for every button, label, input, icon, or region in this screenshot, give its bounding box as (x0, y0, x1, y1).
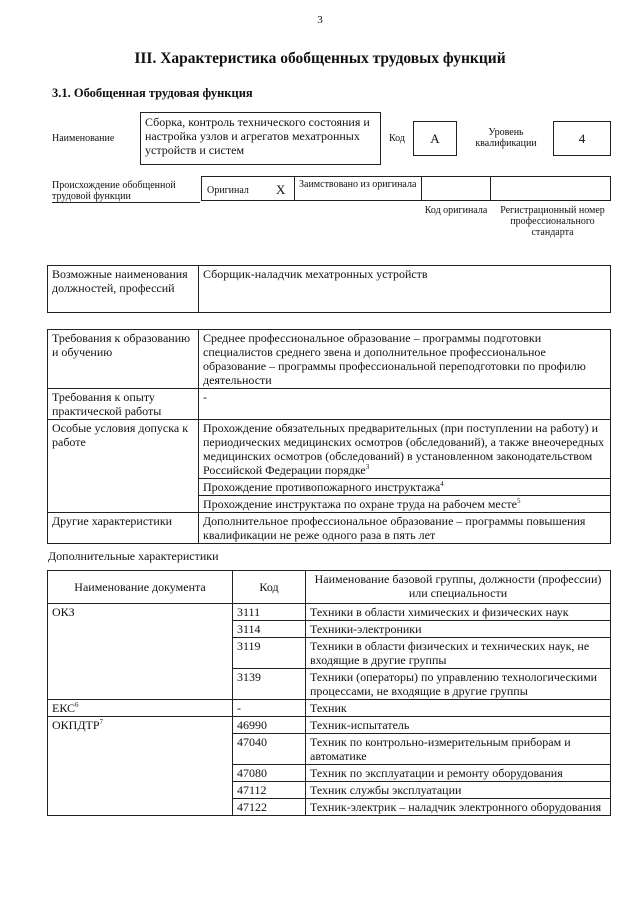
code-cell: 3139 (233, 669, 306, 700)
code-value: A (413, 121, 457, 156)
code-original-label: Код оригинала (424, 205, 488, 216)
code-cell: 47040 (233, 734, 306, 765)
name-cell: Техники в области физических и технических наук, не входящие в другие группы (306, 638, 611, 669)
subsection-title: 3.1. Обобщенная трудовая функция (52, 86, 253, 100)
original-box (201, 176, 295, 201)
header-doc: Наименование документа (48, 571, 233, 604)
code-cell: - (233, 700, 306, 717)
req-education-label: Требования к образованию и обучению (48, 330, 199, 389)
code-cell: 47112 (233, 782, 306, 799)
positions-value: Сборщик-наладчик мехатронных устройств (199, 266, 611, 313)
additional-table (47, 570, 611, 816)
name-cell: Техник по эксплуатации и ремонту оборудования (306, 765, 611, 782)
code-cell: 47080 (233, 765, 306, 782)
name-cell: Техник-испытатель (306, 717, 611, 734)
page-number: 3 (317, 14, 323, 26)
footnote-7: 7 (99, 718, 104, 726)
positions-table (47, 265, 611, 313)
borrowed-box (294, 176, 422, 201)
name-cell: Техник службы эксплуатации (306, 782, 611, 799)
req-conditions-value-2 (199, 479, 611, 496)
footnote-3: 3 (365, 463, 370, 471)
req-conditions-value-3 (199, 496, 611, 513)
name-cell: Техник по контрольно-измерительным приборам и автоматике (306, 734, 611, 765)
req-conditions-label: Особые условия допуска к работе (48, 420, 199, 513)
code-cell: 46990 (233, 717, 306, 734)
req-conditions-text-2: Прохождение противопожарного инструктажа (203, 480, 441, 494)
doc-okpdtr-label: ОКПДТР (52, 718, 100, 732)
level-label: Уровень квалификации (475, 127, 537, 149)
level-value: 4 (553, 121, 611, 156)
name-cell: Техники (операторы) по управлению технологическими процессами, не входящие в другие группы (306, 669, 611, 700)
name-cell: Техник (306, 700, 611, 717)
code-original-box (421, 176, 491, 201)
name-label: Наименование (52, 133, 115, 144)
header-code: Код (233, 571, 306, 604)
doc-okpdtr (48, 717, 233, 816)
code-cell: 3114 (233, 621, 306, 638)
req-conditions-text-3: Прохождение инструктажа по охране труда на рабочем месте (203, 497, 517, 511)
doc-eks-label: ЕКС (52, 701, 76, 715)
req-education-value: Среднее профессиональное образование – программы подготовки специалистов среднего звена и дополнительное профессиональное образование – программы профессиональной переподготовки по профилю деятельности (199, 330, 611, 389)
footnote-6: 6 (75, 701, 79, 709)
name-value: Сборка, контроль технического состояния и настройка узлов и агрегатов мехатронных устройств и систем (140, 112, 381, 165)
code-label: Код (389, 133, 405, 144)
original-mark: X (276, 182, 286, 197)
name-cell: Техники в области химических и физических наук (306, 604, 611, 621)
reg-number-label: Регистрационный номер профессионального стандарта (500, 205, 605, 238)
borrowed-label: Заимствовано из оригинала (299, 179, 417, 190)
section-title: III. Характеристика обобщенных трудовых функций (134, 50, 506, 67)
header-name: Наименование базовой группы, должности (профессии) или специальности (306, 571, 611, 604)
name-cell: Техник-электрик – наладчик электронного оборудования (306, 799, 611, 816)
code-cell: 3111 (233, 604, 306, 621)
req-other-label: Другие характеристики (48, 513, 199, 544)
reg-number-box (490, 176, 611, 201)
additional-title: Дополнительные характеристики (48, 549, 219, 563)
doc-eks (48, 700, 233, 717)
doc-okz: ОКЗ (48, 604, 233, 700)
positions-label: Возможные наименования должностей, профессий (48, 266, 199, 313)
req-experience-label: Требования к опыту практической работы (48, 389, 199, 420)
original-label: Оригинал (207, 185, 249, 196)
name-cell: Техники-электроники (306, 621, 611, 638)
code-cell: 47122 (233, 799, 306, 816)
footnote-4: 4 (440, 480, 444, 488)
req-conditions-value-1 (199, 420, 611, 479)
requirements-table (47, 329, 611, 544)
req-conditions-text-1: Прохождение обязательных предварительных (при поступлении на работу) и периодических медицинских осмотров (обследований), а также внеочередных медицинских осмотров (обследований) в установленном законодательством Российской Федерации порядке (203, 421, 605, 477)
origin-label: Происхождение обобщенной трудовой функции (52, 180, 200, 203)
code-cell: 3119 (233, 638, 306, 669)
req-other-value: Дополнительное профессиональное образование – программы повышения квалификации не реже одного раза в пять лет (199, 513, 611, 544)
footnote-5: 5 (516, 497, 521, 505)
req-experience-value: - (199, 389, 611, 420)
